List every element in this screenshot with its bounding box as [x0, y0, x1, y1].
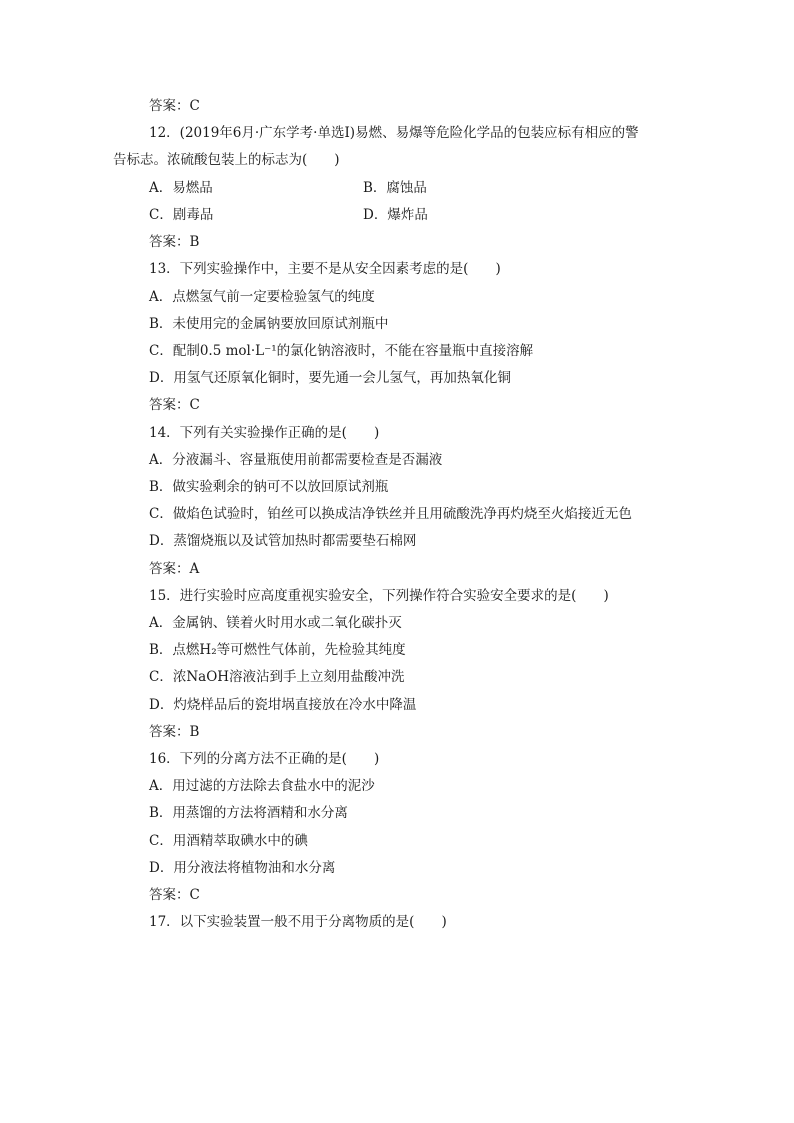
question-12-line2: 告标志。浓硫酸包装上的标志为( )	[113, 152, 340, 168]
question-14: 14．下列有关实验操作正确的是( )	[149, 425, 380, 441]
q13-option-c: C．配制0.5 mol·L⁻¹的氯化钠溶液时，不能在容量瓶中直接溶解	[149, 343, 534, 359]
q14-option-d: D．蒸馏烧瓶以及试管加热时都需要垫石棉网	[149, 533, 417, 549]
answer-14: 答案：A	[149, 561, 200, 577]
question-15: 15．进行实验时应高度重视实验安全，下列操作符合实验安全要求的是( )	[149, 588, 609, 604]
answer-12: 答案：B	[149, 234, 200, 250]
q16-option-c: C．用酒精萃取碘水中的碘	[149, 833, 308, 849]
question-12-line1: 12．(2019年6月·广东学考·单选Ⅰ)易燃、易爆等危险化学品的包装应标有相应的警	[149, 125, 639, 141]
q13-option-b: B．未使用完的金属钠要放回原试剂瓶中	[149, 316, 389, 332]
answer-13: 答案：C	[149, 397, 200, 413]
question-17: 17．以下实验装置一般不用于分离物质的是( )	[149, 914, 447, 930]
q14-option-a: A．分液漏斗、容量瓶使用前都需要检查是否漏液	[149, 452, 443, 468]
q14-option-b: B．做实验剩余的钠可不以放回原试剂瓶	[149, 479, 389, 495]
q12-option-c: C．剧毒品	[149, 207, 214, 223]
q14-option-c: C．做焰色试验时，铂丝可以换成洁净铁丝并且用硫酸洗净再灼烧至火焰接近无色	[149, 506, 632, 522]
question-13: 13．下列实验操作中，主要不是从安全因素考虑的是( )	[149, 261, 501, 277]
q15-option-c: C．浓NaOH溶液沾到手上立刻用盐酸冲洗	[149, 669, 405, 685]
q15-option-d: D．灼烧样品后的瓷坩埚直接放在冷水中降温	[149, 697, 417, 713]
q12-option-a: A．易燃品	[149, 180, 213, 196]
q15-option-b: B．点燃H₂等可燃性气体前，先检验其纯度	[149, 642, 406, 658]
answer-16: 答案：C	[149, 887, 200, 903]
q13-option-a: A．点燃氢气前一定要检验氢气的纯度	[149, 289, 375, 305]
q12-option-d: D．爆炸品	[363, 207, 428, 223]
q16-option-a: A．用过滤的方法除去食盐水中的泥沙	[149, 778, 375, 794]
answer-15: 答案：B	[149, 724, 200, 740]
q16-option-d: D．用分液法将植物油和水分离	[149, 860, 336, 876]
answer-11: 答案：C	[149, 98, 200, 114]
question-16: 16．下列的分离方法不正确的是( )	[149, 751, 380, 767]
q15-option-a: A．金属钠、镁着火时用水或二氧化碳扑灭	[149, 615, 402, 631]
q16-option-b: B．用蒸馏的方法将酒精和水分离	[149, 805, 348, 821]
q13-option-d: D．用氢气还原氧化铜时，要先通一会儿氢气，再加热氧化铜	[149, 370, 511, 386]
q12-option-b: B．腐蚀品	[363, 180, 427, 196]
